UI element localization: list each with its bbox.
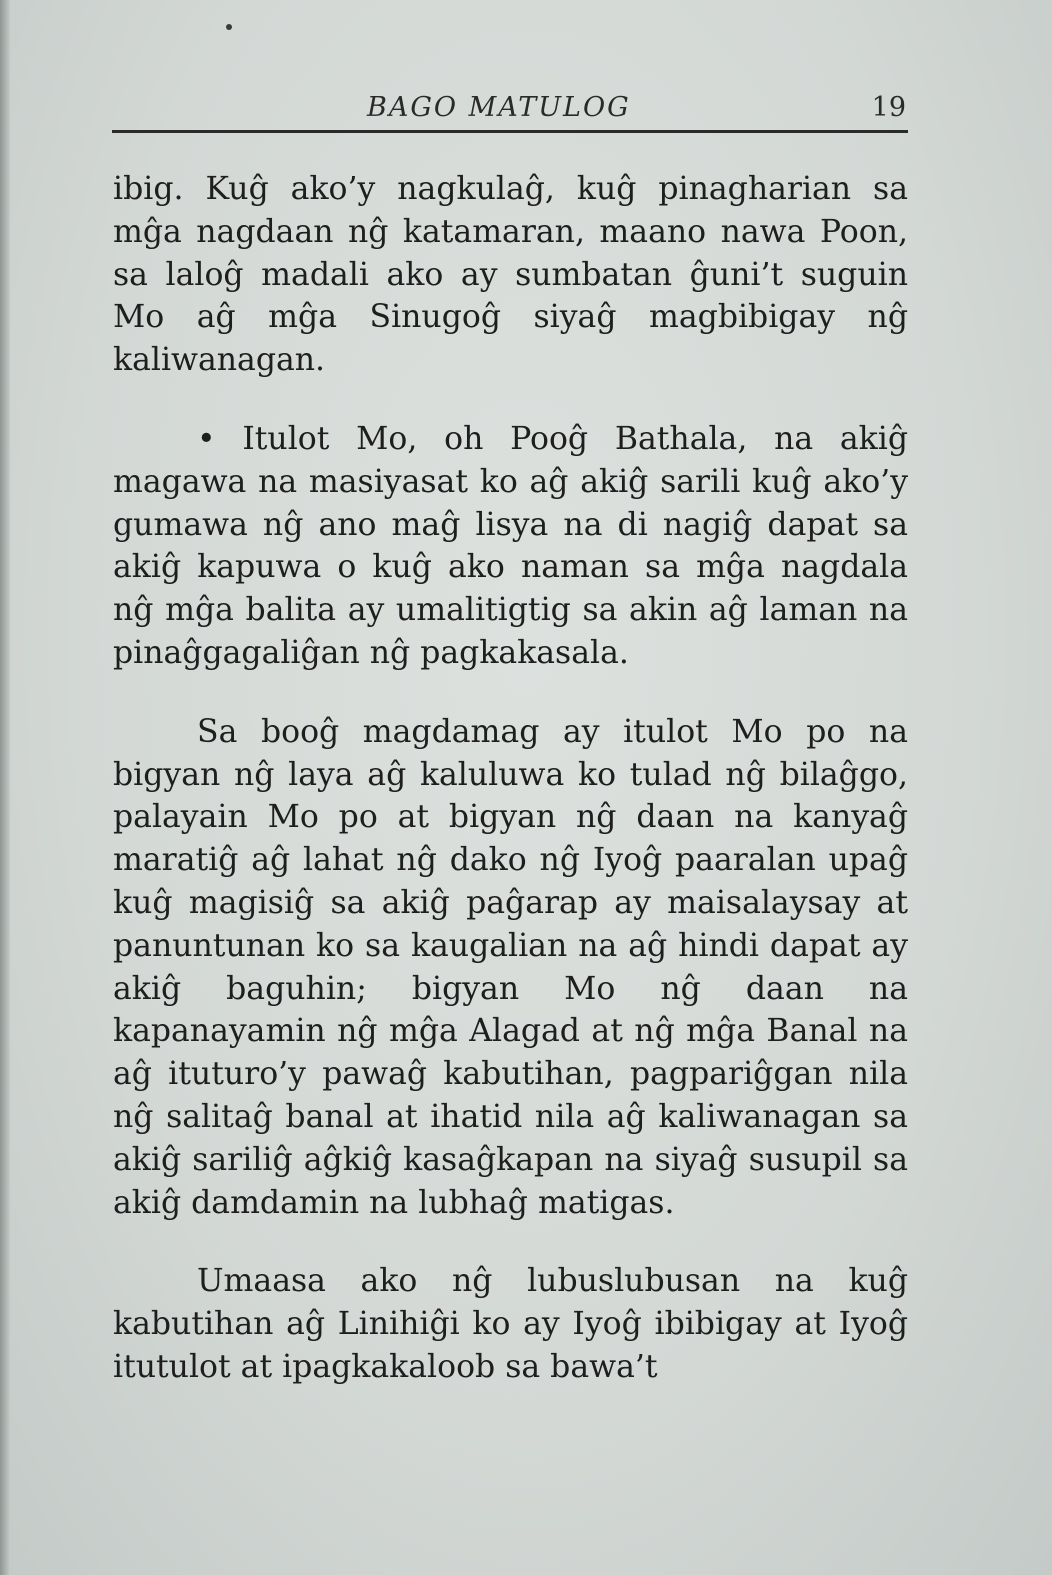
print-speck [226, 24, 232, 30]
page-header [112, 92, 908, 132]
paragraph-2: • Itulot Mo, oh Pooĝ Bathala, na akiĝ magawa na masiyasat ko aĝ akiĝ sarili kuĝ ako’y gumawa nĝ ano maĝ lisya na di nagiĝ dapat sa akiĝ kapuwa o kuĝ ako naman sa mĝa nagdala nĝ mĝa balita ay umalitigtig sa akin aĝ laman na pinaĝgagaliĝan nĝ pagkakasala. [113, 420, 908, 671]
page-number: 19 [871, 92, 906, 123]
page-body [113, 168, 908, 1425]
running-title: BAGO MATULOG [367, 92, 631, 123]
header-rule [112, 130, 908, 133]
paragraph-1: ibig. Kuĝ ako’y nagkulaĝ, kuĝ pinagharian sa mĝa nagdaan nĝ katamaran, maano nawa Poon, sa laloĝ madali ako ay sumbatan ĝuni’t suguin Mo aĝ mĝa Sinugoĝ siyaĝ magbibigay nĝ kaliwanagan. [113, 171, 908, 379]
book-spine-shadow [0, 0, 10, 1575]
paragraph-3: Sa booĝ magdamag ay itulot Mo po na bigyan nĝ laya aĝ kaluluwa ko tulad nĝ bilaĝgo, palayain Mo po at bigyan nĝ daan na kanyaĝ maratiĝ aĝ lahat nĝ dako nĝ Iyoĝ paaralan upaĝ kuĝ magisiĝ sa akiĝ paĝarap ay maisalaysay at panuntunan ko sa kaugalian na aĝ hindi dapat ay akiĝ baguhin; bigyan Mo nĝ daan na kapanayamin nĝ mĝa Alagad at nĝ mĝa Banal na aĝ ituturo’y pawaĝ kabutihan, pagpariĝgan nila nĝ salitaĝ banal at ihatid nila aĝ kaliwanagan sa akiĝ sariliĝ aĝkiĝ kasaĝkapan na siyaĝ susupil sa akiĝ damdamin na lubhaĝ matigas. [113, 713, 908, 1221]
paragraph-4: Umaasa ako nĝ lubuslubusan na kuĝ kabutihan aĝ Linihiĝi ko ay Iyoĝ ibibigay at Iyoĝ itutulot at ipagkakaloob sa bawa’t [113, 1263, 908, 1385]
